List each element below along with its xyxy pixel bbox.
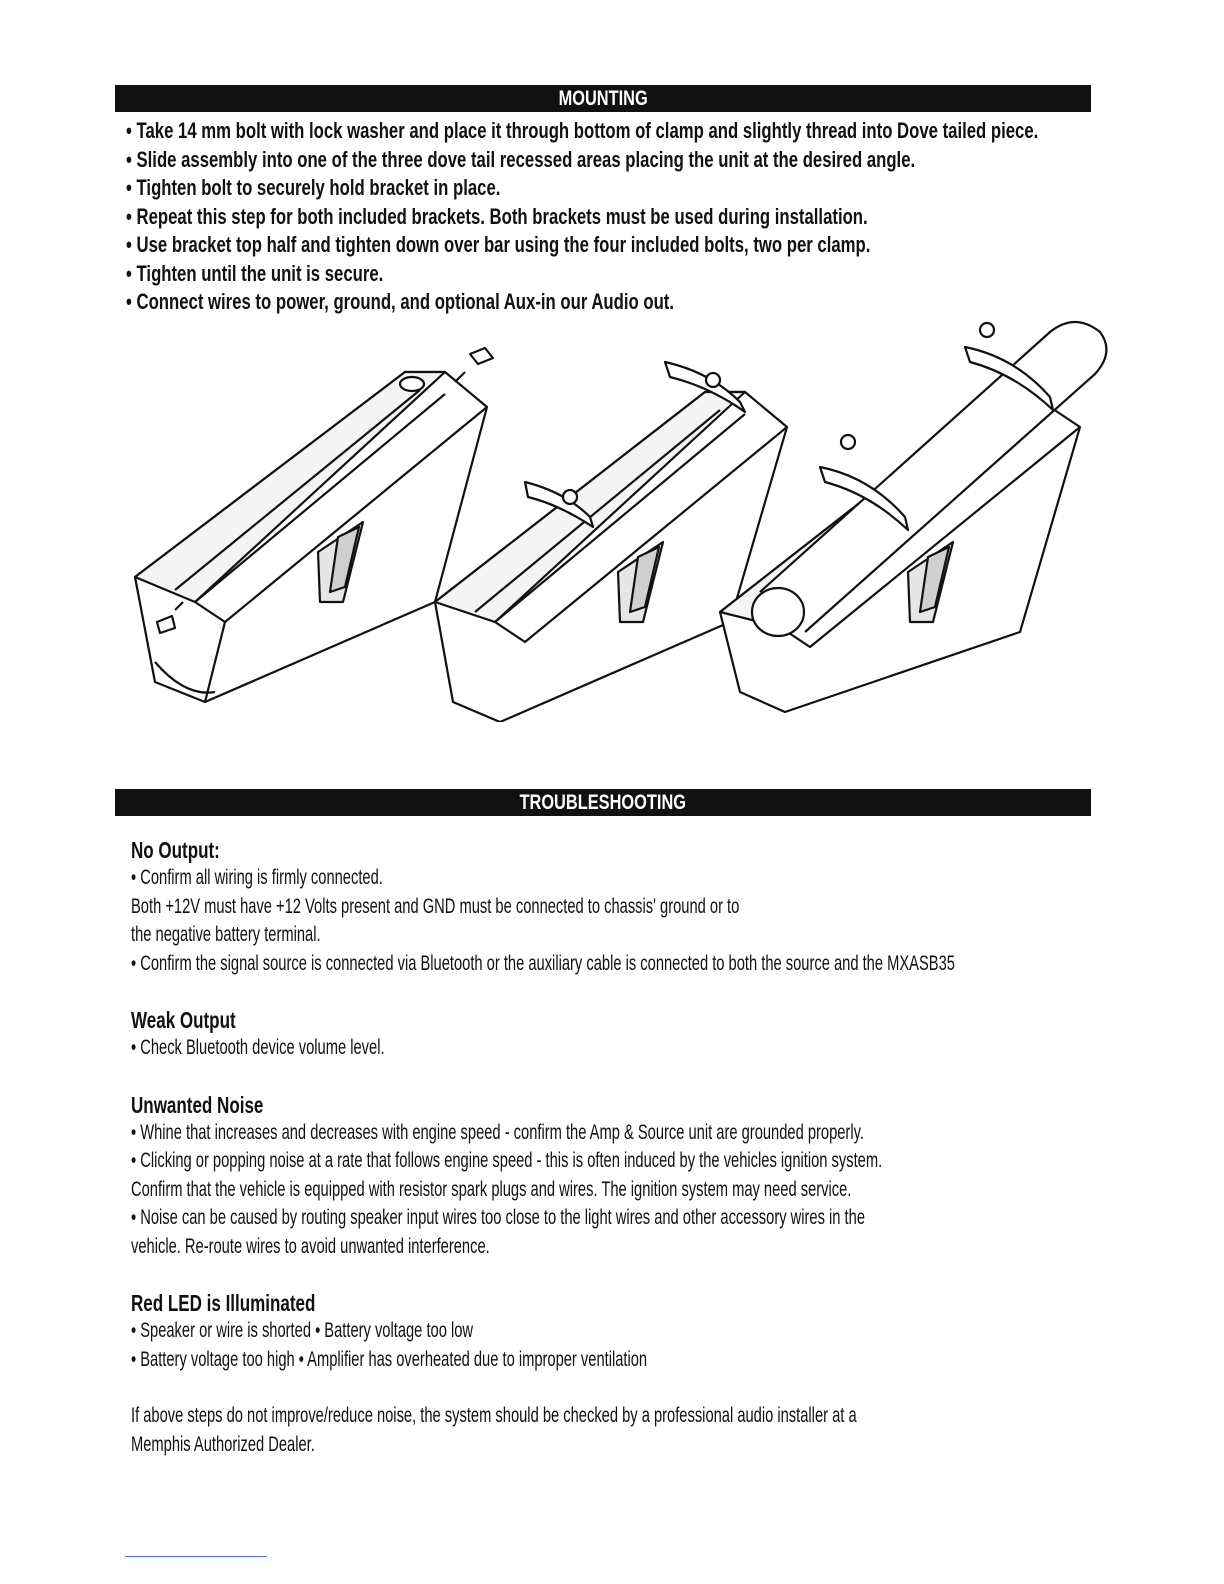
unwanted-noise-line-3: Confirm that the vehicle is equipped with resistor spark plugs and wires. The ignition system may need service. [131, 1177, 852, 1201]
troubleshooting-title: TROUBLESHOOTING [519, 791, 687, 814]
no-output-line-2: Both +12V must have +12 Volts present and GND must be connected to chassis' ground or to [131, 894, 740, 918]
weak-output-heading: Weak Output [131, 1007, 236, 1033]
mounting-title: MOUNTING [558, 87, 648, 110]
no-output-line-3: the negative battery terminal. [131, 923, 321, 946]
troubleshooting-header [115, 789, 1091, 816]
mounting-step-5: • Use bracket top half and tighten down over bar using the four included bolts, two per clamp. [126, 231, 1038, 260]
weak-output-line-1: • Check Bluetooth device volume level. [131, 1034, 817, 1063]
soundbar-unit-1-drawing [135, 348, 493, 702]
mounting-step-6: • Tighten until the unit is secure. [126, 260, 1038, 289]
red-led-line-2: • Battery voltage too high • Amplifier has overheated due to improper ventilation [131, 1346, 817, 1375]
closing-line-1: If above steps do not improve/reduce noise, the system should be checked by a professional audio installer at a [131, 1404, 857, 1427]
unwanted-noise-line-5: vehicle. Re-route wires to avoid unwanted interference. [131, 1234, 490, 1258]
mounting-header [115, 85, 1091, 112]
mounting-illustration [115, 302, 1115, 722]
mounting-step-3: • Tighten bolt to securely hold bracket in place. [126, 174, 1038, 203]
no-output-heading: No Output: [131, 837, 220, 863]
no-output-line-4: • Confirm the signal source is connected via Bluetooth or the auxiliary cable is connected to both the source and the MXASB35 [131, 950, 817, 979]
footer-rule [125, 1556, 267, 1557]
mounting-step-1: • Take 14 mm bolt with lock washer and place it through bottom of clamp and slightly thread into Dove tailed piece. [126, 117, 1038, 146]
unwanted-noise-line-4: • Noise can be caused by routing speaker input wires too close to the light wires and other accessory wires in the [131, 1204, 817, 1233]
red-led-heading: Red LED is Illuminated [131, 1290, 316, 1316]
mounting-steps [126, 117, 1224, 317]
mounting-step-2: • Slide assembly into one of the three dove tail recessed areas placing the unit at the desired angle. [126, 146, 1038, 175]
unwanted-noise-heading: Unwanted Noise [131, 1091, 264, 1118]
no-output-line-1: • Confirm all wiring is firmly connected. [131, 864, 817, 893]
troubleshooting-section [131, 836, 1111, 1459]
red-led-line-1: • Speaker or wire is shorted • Battery voltage too low [131, 1317, 817, 1346]
unwanted-noise-line-2: • Clicking or popping noise at a rate that follows engine speed - this is often induced by the vehicles ignition system. [131, 1147, 817, 1176]
soundbar-unit-3-drawing [720, 322, 1106, 712]
unwanted-noise-line-1: • Whine that increases and decreases with engine speed - confirm the Amp & Source unit are grounded properly. [131, 1119, 817, 1148]
closing-line-2: Memphis Authorized Dealer. [131, 1432, 315, 1456]
mounting-step-7: • Connect wires to power, ground, and optional Aux-in our Audio out. [126, 288, 1038, 317]
mounting-step-4: • Repeat this step for both included brackets. Both brackets must be used during installation. [126, 203, 1038, 232]
